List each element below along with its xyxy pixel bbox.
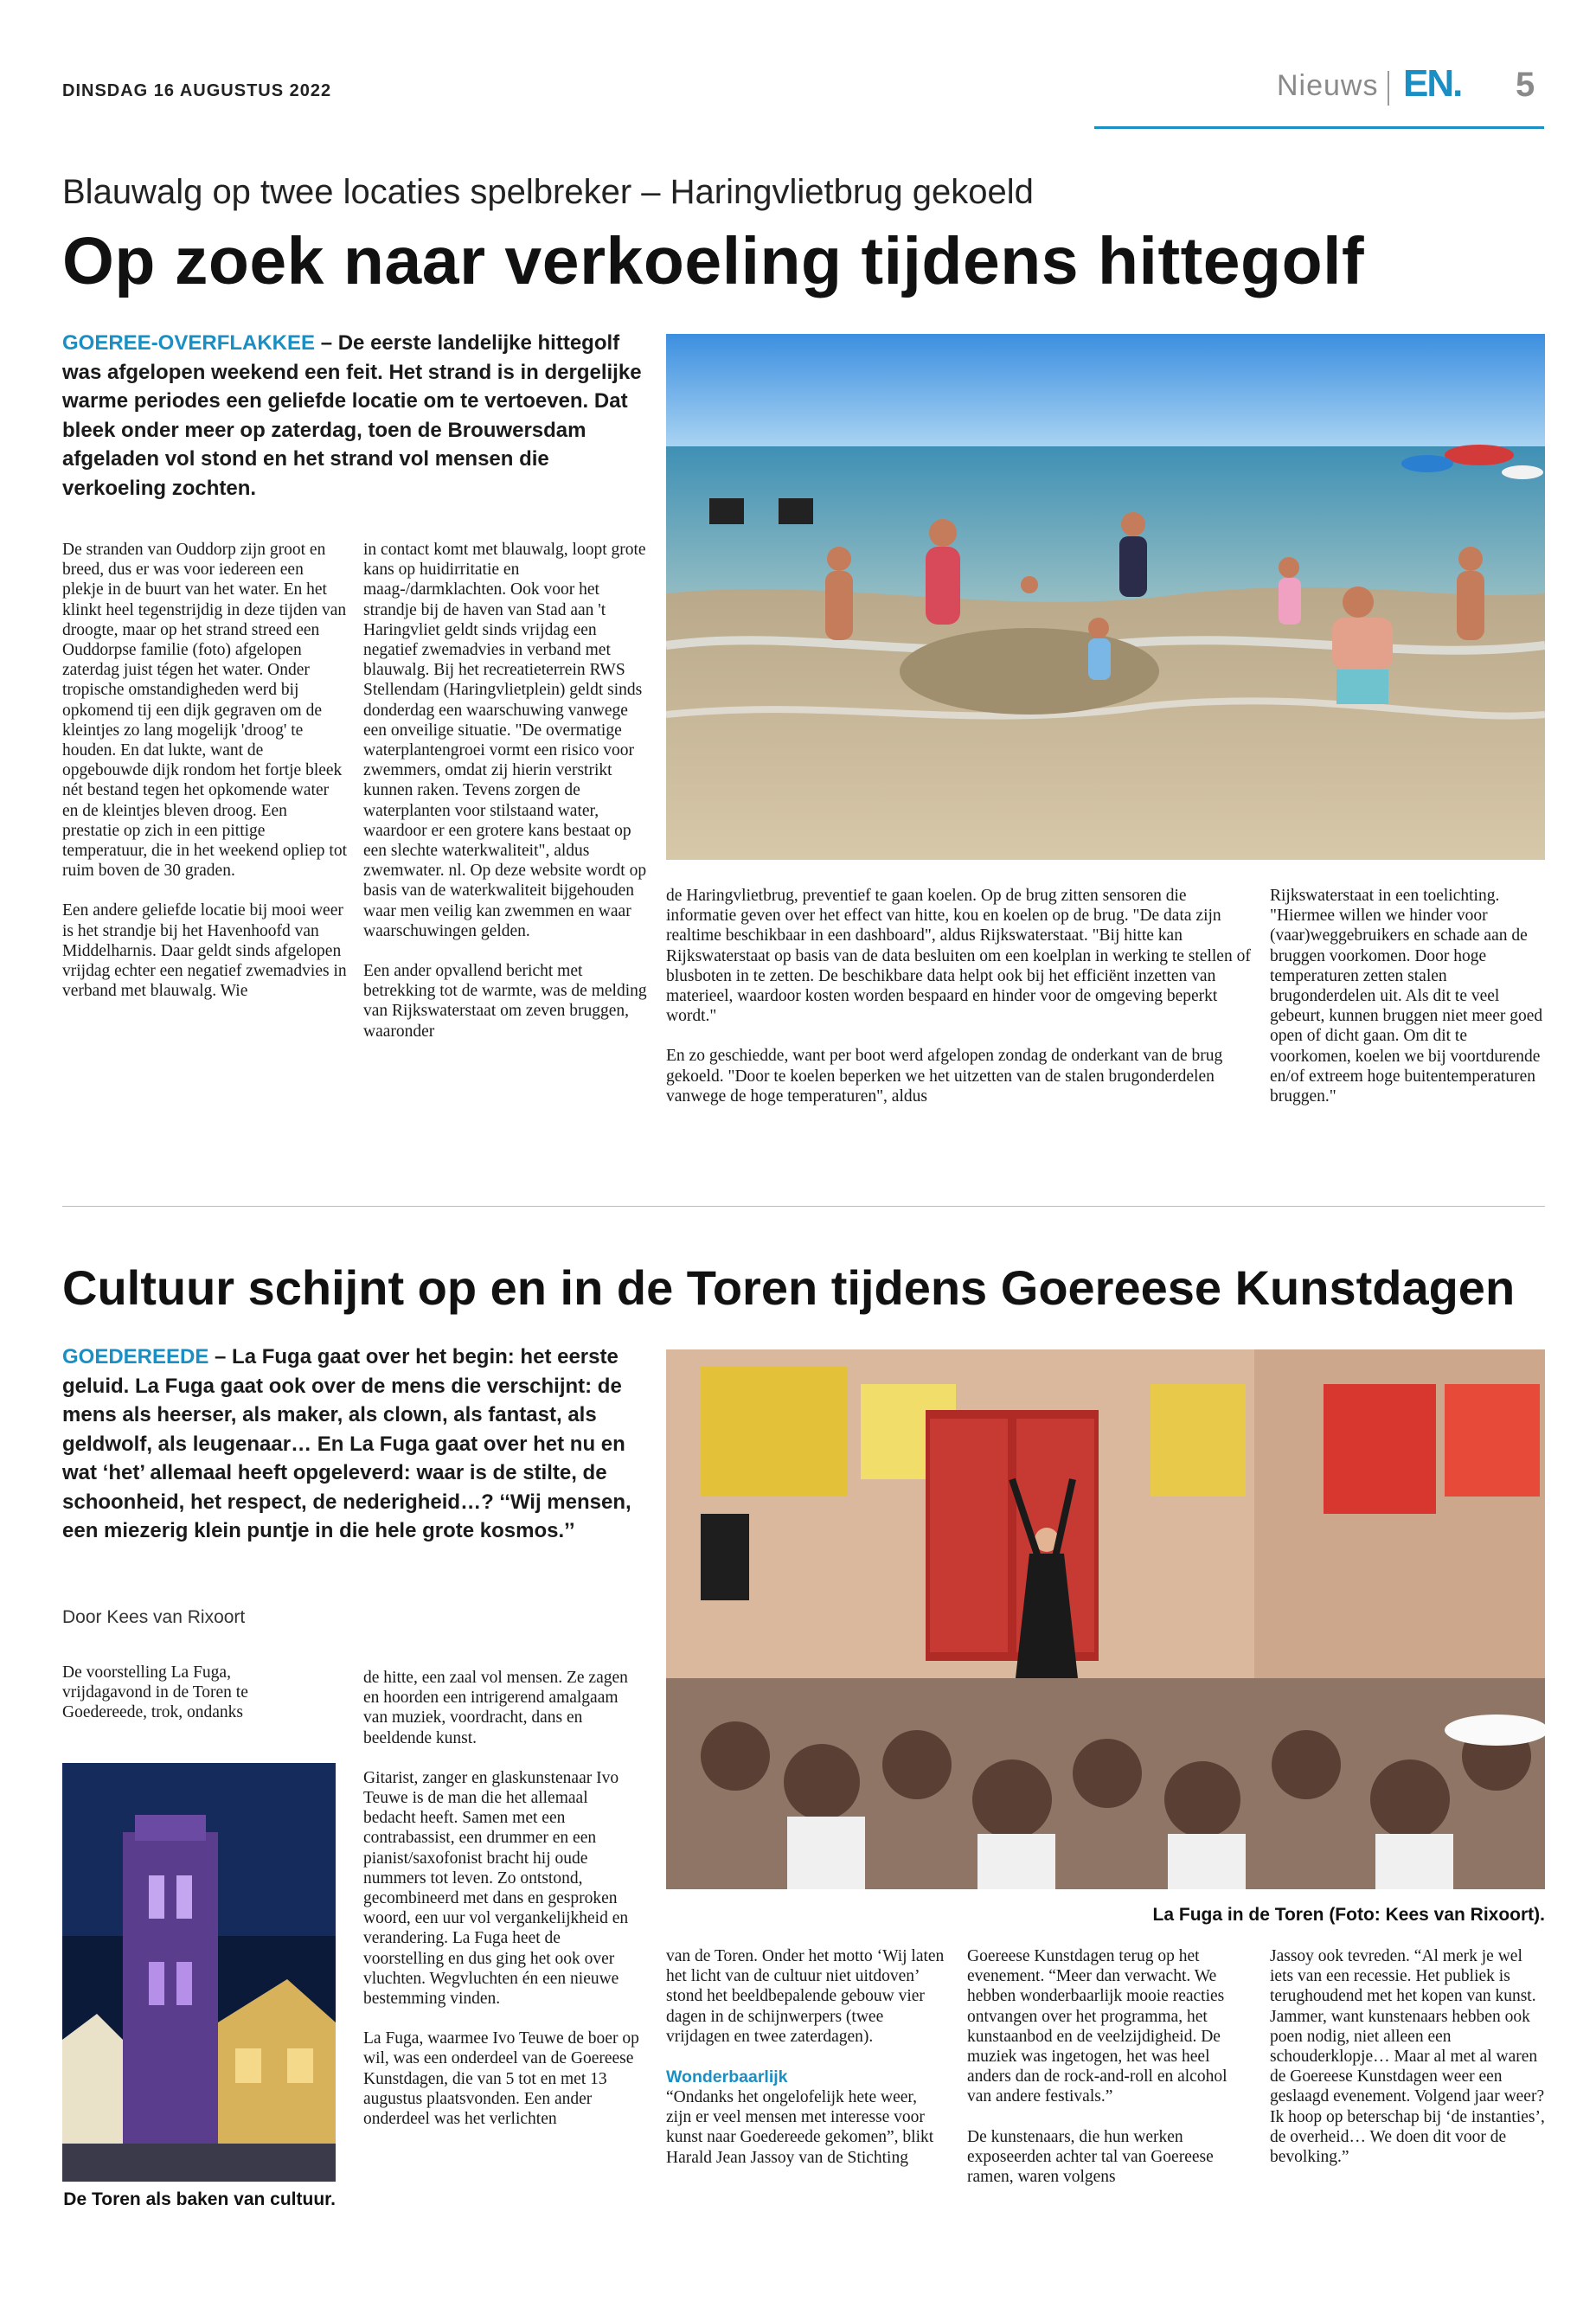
paragraph: Gitarist, zanger en glaskunstenaar Ivo Teuwe is de man die het allemaal bedacht heeft. Samen met een contrabassist, een drummer en een pianist/saxofonist bracht hij oude nummers tot leven. Zo ontstond, gecombineerd met dans en gesproken woord, een uur vol vergankelijkheid en verandering. La Fuga heet de voorstelling en dus ging het ook over vluchten. Wegvluchten én een nieuwe bestemming vinden. bbox=[363, 1768, 629, 2009]
article2-column-4 bbox=[967, 1946, 1246, 2187]
paragraph: Rijkswaterstaat in een toelichting. "Hiermee willen we hinder voor (vaar)weggebruikers en schade aan de bruggen voorkomen. Door hoge temperaturen zetten stalen brugonderdelen uit. Als dit te veel gebeurt, kunnen bruggen niet meer goed open of dicht gaan. Om dit te voorkomen, koelen we bij voortdurende en/of extreem hoge buitentemperaturen bruggen." bbox=[1270, 887, 1543, 1106]
article1-headline: Op zoek naar verkoeling tijdens hittegolf bbox=[62, 224, 1365, 298]
article2-column-2 bbox=[363, 1668, 640, 2129]
issue-date: DINSDAG 16 AUGUSTUS 2022 bbox=[62, 81, 332, 100]
article2-lead-text: – La Fuga gaat over het begin: het eerste geluid. La Fuga gaat ook over de mens die verschijnt: de mens als heerser, als maker, als clown, als fantast, als geldwolf, als leugenaar… En La Fuga gaat over het nu en wat ‘het’ allemaal heeft opgeleverd: waar is de stilte, de schoonheid, het respect, de nederigheid…? ‘‘Wij mensen, een miezerig klein puntje in die hele grote kosmos.’’ bbox=[62, 1345, 631, 1542]
section-divider bbox=[1388, 71, 1389, 106]
paragraph: La Fuga, waarmee Ivo Teuwe de boer op wil, was een onderdeel van de Goereese Kunstdagen, die van 5 tot en met 13 augustus plaatsvonden. Een ander onderdeel was het verlichten bbox=[363, 2029, 639, 2129]
brand-logo: EN. bbox=[1403, 62, 1462, 105]
section-label: Nieuws bbox=[1277, 69, 1379, 102]
article1-column-3 bbox=[666, 886, 1254, 1106]
article2-lead bbox=[62, 1343, 644, 1546]
paragraph: in contact komt met blauwalg, loopt grote kans op huidirritatie en maag-/darmklachten. Ook voor het strandje bij de haven van Stad aan 't Haringvliet geldt sinds vrijdag een negatief zwemadvies in verband met blauwalg. Bij het recreatieterrein RWS Stellendam (Haringvlietplein) geldt sinds donderdag een waarschuwing vanwege een onveilige situatie. "De overmatige waterplantengroei vormt een risico voor zwemmers, omdat zij hierin verstrikt kunnen raken. Tevens zorgen de waterplanten voor stilstaand water, waardoor er een grotere kans bestaat op een slechte waterkwaliteit", aldus zwemwater. nl. Op deze website wordt op basis van de waterkwaliteit bijgehouden waar men veilig kan zwemmen en waar waarschuwingen gelden. bbox=[363, 541, 647, 940]
paragraph: En zo geschiedde, want per boot werd afgelopen zondag de onderkant van de brug gekoeld. "Door te koelen beperken we het uitzetten van de stalen brugonderdelen vanwege de hoge temperaturen", aldus bbox=[666, 1047, 1223, 1106]
header-rule bbox=[1094, 126, 1544, 129]
article1-column-2 bbox=[363, 540, 649, 1042]
article2-dateline: GOEDEREEDE bbox=[62, 1345, 209, 1368]
paragraph: de Haringvlietbrug, preventief te gaan koelen. Op de brug zitten sensoren die informatie geven over het effect van hitte, kou en koelen op de brug. "De data zijn realtime beschikbaar in een dashboard", aldus Rijkswaterstaat. "Bij hitte kan Rijkswaterstaat op basis van de data besluiten om een koelplan in werking te stellen of blusboten in te zetten. De beschikbare data helpt ook bij het efficiënt inzetten van materieel, waardoor kosten worden bespaard en hinder voor de omgeving beperkt wordt." bbox=[666, 887, 1251, 1026]
article2-headline: Cultuur schijnt op en in de Toren tijdens Goereese Kunstdagen bbox=[62, 1260, 1516, 1315]
performance-photo bbox=[666, 1349, 1545, 1889]
tower-photo bbox=[62, 1763, 336, 2182]
article1-column-1 bbox=[62, 540, 348, 1001]
article1-kicker: Blauwalg op twee locaties spelbreker – Haringvlietbrug gekoeld bbox=[62, 173, 1034, 211]
paragraph: Goereese Kunstdagen terug op het evenement. “Meer dan verwacht. We hebben wonderbaarlijk mooie reacties ontvangen over het programma, het kunstaanbod en de veelzijdigheid. De muziek was ingetogen, het was heel anders dan de rock-and-roll en alcohol van andere festivals.” bbox=[967, 1947, 1227, 2106]
paragraph: Een ander opvallend bericht met betrekking tot de warmte, was de melding van Rijkswaterstaat om zeven bruggen, waaronder bbox=[363, 962, 647, 1041]
article1-lead bbox=[62, 329, 644, 503]
paragraph: “Ondanks het ongelofelijk hete weer, zijn er veel mensen met interesse voor kunst naar Goedereede gekomen”, blikt Harald Jean Jassoy van de Stichting bbox=[666, 2088, 934, 2167]
paragraph: de hitte, een zaal vol mensen. Ze zagen en hoorden een intrigerend amalgaam van muziek, voordracht, dans en beeldende kunst. bbox=[363, 1669, 628, 1747]
paragraph: De kunstenaars, die hun werken exposeerden achter tal van Goereese ramen, waren volgens bbox=[967, 2127, 1214, 2187]
article1-column-4 bbox=[1270, 886, 1545, 1106]
article1-lead-text: – De eerste landelijke hittegolf was afgelopen weekend een feit. Het strand is in dergelijke warme periodes een geliefde locatie om te vertoeven. Dat bleek onder meer op zaterdag, toen de Brouwersdam afgeladen vol stond en het strand vol mensen die verkoeling zochten. bbox=[62, 331, 642, 500]
article2-column-3 bbox=[666, 1946, 945, 2168]
performance-photo-caption: La Fuga in de Toren (Foto: Kees van Rixoort). bbox=[1152, 1905, 1545, 1925]
article2-column-5 bbox=[1270, 1946, 1545, 2167]
article2-column-1 bbox=[62, 1663, 287, 1723]
tower-photo-caption: De Toren als baken van cultuur. bbox=[63, 2189, 336, 2209]
article2-byline: Door Kees van Rixoort bbox=[62, 1607, 246, 1627]
paragraph: van de Toren. Onder het motto ‘Wij laten het licht van de cultuur niet uitdoven’ stond het beeldbepalende gebouw vier dagen in de schijnwerpers (twee vrijdagen en twee zaterdagen). bbox=[666, 1947, 945, 2046]
article1-dateline: GOEREE-OVERFLAKKEE bbox=[62, 331, 316, 355]
paragraph: Een andere geliefde locatie bij mooi weer is het strandje bij het Havenhoofd van Middelharnis. Daar geldt sinds afgelopen vrijdag echter een negatief zwemadvies in verband met blauwalg. Wie bbox=[62, 901, 347, 1001]
paragraph: De stranden van Ouddorp zijn groot en breed, dus er was voor iedereen een plekje in de buurt van het water. En het klinkt heel tegenstrijdig in deze tijden van droogte, maar op het strand streed een Ouddorpse familie (foto) afgelopen zaterdag juist tégen het water. Onder tropische omstandigheden werd bij opkomend tij een dijk gegraven om de kleintjes zo lang mogelijk 'droog' te houden. En dat lukte, want de opgebouwde dijk rondom het fortje bleek nét bestand tegen het opkomende water en de kleintjes bleven droog. Een prestatie op zich in een pittige temperatuur, die in het weekend opliep tot ruim boven de 30 graden. bbox=[62, 541, 347, 881]
article-separator bbox=[62, 1206, 1545, 1207]
paragraph: De voorstelling La Fuga, vrijdagavond in de Toren te Goedereede, trok, ondanks bbox=[62, 1663, 248, 1722]
paragraph: Jassoy ook tevreden. “Al merk je wel iets van een recessie. Het publiek is terughoudend met het kopen van kunst. Jammer, want kunstenaars hebben ook poen nodig, niet alleen een schouderklopje… Maar al met al waren de Goereese Kunstdagen weer een geslaagd evenement. Volgend jaar weer? Ik hoop op beterschap bij ‘de instanties’, de overheid… We doen dit voor de bevolking.” bbox=[1270, 1947, 1545, 2167]
beach-photo bbox=[666, 334, 1545, 860]
page-number: 5 bbox=[1516, 66, 1535, 104]
subheading: Wonderbaarlijk bbox=[666, 2067, 788, 2087]
